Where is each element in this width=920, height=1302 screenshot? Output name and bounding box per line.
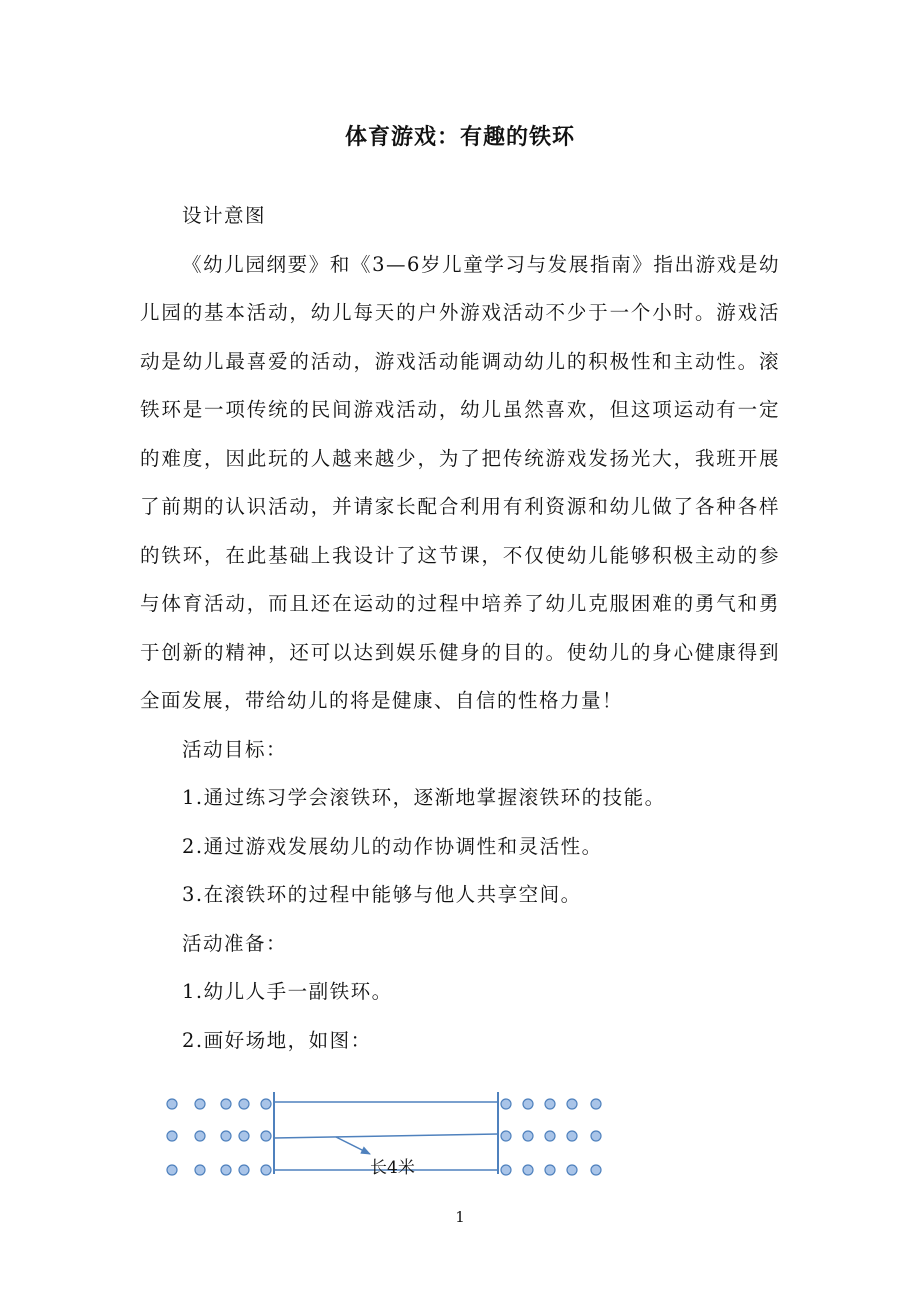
marker-dot bbox=[195, 1165, 205, 1175]
prep-item-1: 1.幼儿人手一副铁环。 bbox=[182, 980, 393, 1003]
design-heading: 设计意图 bbox=[182, 204, 267, 227]
document-title: 体育游戏：有趣的铁环 bbox=[344, 125, 575, 150]
marker-dot bbox=[167, 1099, 177, 1109]
marker-dot bbox=[545, 1131, 555, 1141]
marker-dot bbox=[591, 1099, 601, 1109]
marker-dot bbox=[239, 1099, 249, 1109]
marker-dot bbox=[545, 1165, 555, 1175]
marker-dot bbox=[501, 1165, 511, 1175]
marker-dot bbox=[523, 1099, 533, 1109]
marker-dot bbox=[501, 1099, 511, 1109]
marker-dot bbox=[567, 1099, 577, 1109]
prep-heading: 活动准备： bbox=[182, 931, 288, 955]
marker-dot bbox=[195, 1099, 205, 1109]
goal-item-1: 1.通过练习学会滚铁环，逐渐地掌握滚铁环的技能。 bbox=[182, 786, 666, 809]
prep-item-2: 2.画好场地，如图： bbox=[182, 1028, 372, 1052]
marker-dot bbox=[221, 1131, 231, 1141]
marker-dot bbox=[195, 1131, 205, 1141]
document-body bbox=[140, 192, 780, 1065]
goal-item-3: 3.在滚铁环的过程中能够与他人共享空间。 bbox=[182, 883, 582, 906]
marker-dot bbox=[567, 1165, 577, 1175]
marker-dot bbox=[567, 1131, 577, 1141]
length-arrow bbox=[336, 1137, 370, 1154]
marker-dot bbox=[167, 1131, 177, 1141]
marker-dot bbox=[239, 1131, 249, 1141]
marker-dot bbox=[221, 1099, 231, 1109]
marker-dot bbox=[221, 1165, 231, 1175]
marker-dot bbox=[167, 1165, 177, 1175]
marker-dot bbox=[545, 1099, 555, 1109]
marker-dot bbox=[261, 1099, 271, 1109]
marker-dot bbox=[591, 1131, 601, 1141]
marker-dot bbox=[261, 1165, 271, 1175]
length-label: 长4米 bbox=[370, 1158, 415, 1178]
marker-dot bbox=[501, 1131, 511, 1141]
design-body: 《幼儿园纲要》和《3—6岁儿童学习与发展指南》指出游戏是幼儿园的基本活动，幼儿每天的户外游戏活动不少于一个小时。游戏活动是幼儿最喜爱的活动，游戏活动能调动幼儿的积极性和主动性。滚铁环是一项传统的民间游戏活动，幼儿虽然喜欢，但这项运动有一定的难度，因此玩的人越来越少，为了把传统游戏发扬光大，我班开展了前期的认识活动，并请家长配合利用有利资源和幼儿做了各种各样的铁环，在此基础上我设计了这节课，不仅使幼儿能够积极主动的参与体育活动，而且还在运动的过程中培养了幼儿克服困难的勇气和勇于创新的精神，还可以达到娱乐健身的目的。使幼儿的身心健康得到全面发展，带给幼儿的将是健康、自信的性格力量！ bbox=[140, 252, 780, 712]
marker-dot bbox=[261, 1131, 271, 1141]
page-number: 1 bbox=[455, 1208, 465, 1226]
field-middle-line bbox=[274, 1134, 498, 1138]
goals-heading: 活动目标： bbox=[182, 737, 288, 761]
marker-dot bbox=[239, 1165, 249, 1175]
goal-item-2: 2.通过游戏发展幼儿的动作协调性和灵活性。 bbox=[182, 834, 603, 858]
marker-dot bbox=[523, 1165, 533, 1175]
marker-dot bbox=[523, 1131, 533, 1141]
marker-dot bbox=[591, 1165, 601, 1175]
field-diagram bbox=[150, 1086, 620, 1191]
